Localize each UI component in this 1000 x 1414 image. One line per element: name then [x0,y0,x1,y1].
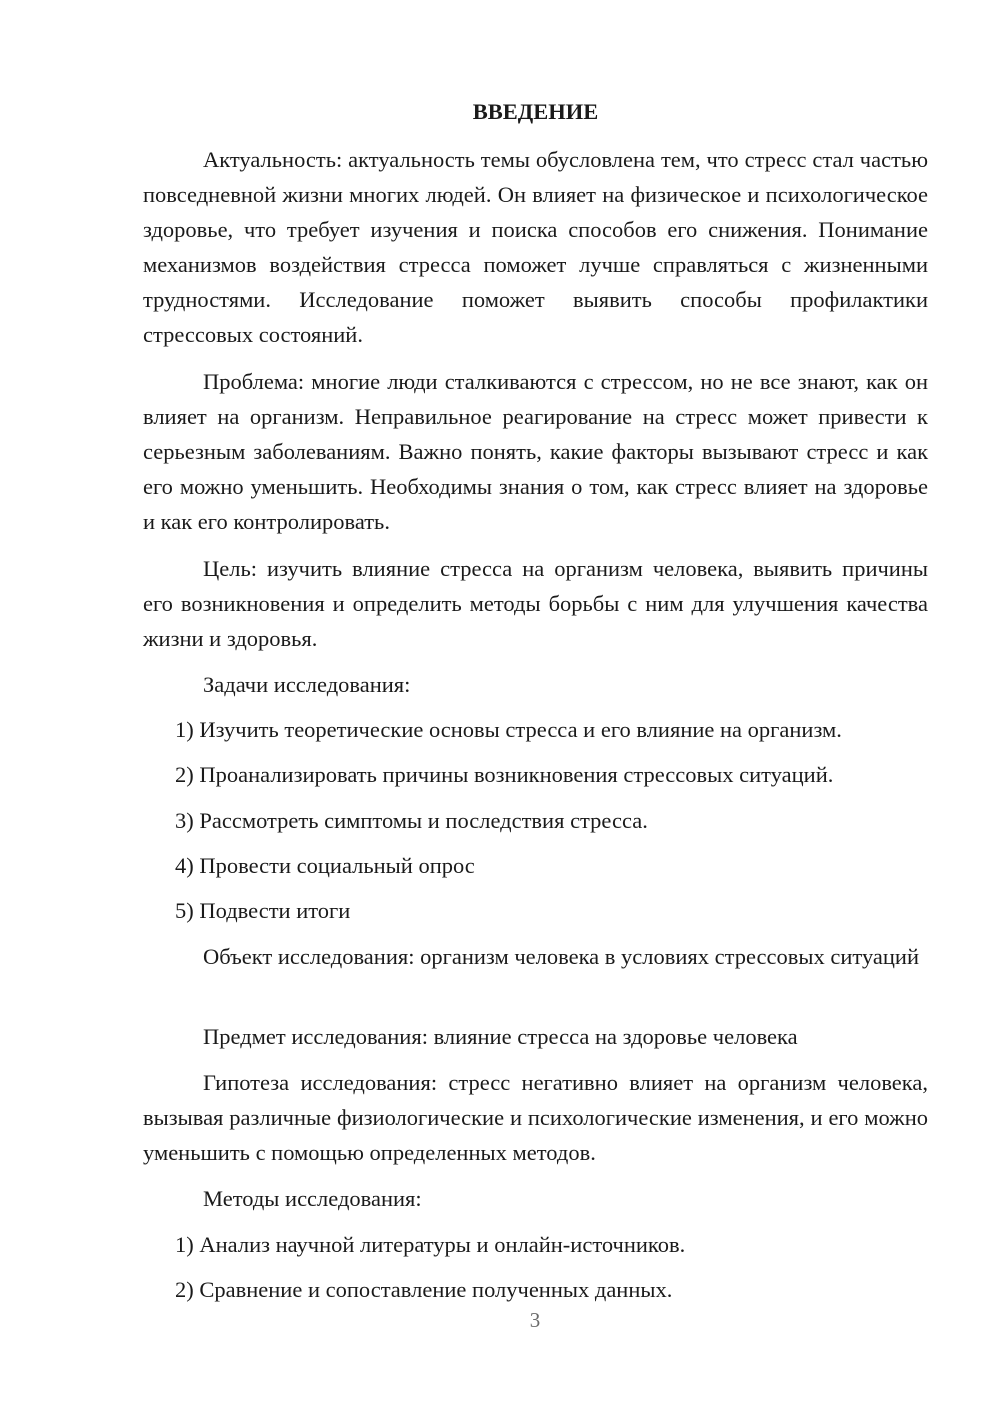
method-item-1-block [143,1227,928,1262]
page-number: 3 [529,1308,541,1332]
problem-paragraph: Проблема: многие люди сталкиваются с стрессом, но не все знают, как он влияет на организм. Неправильное реагирование на стресс может привести к серьезным заболеваниям. Важно понять, какие факторы вызывают стресс и как его можно уменьшить. Необходимы знания о том, как стресс влияет на здоровье и как его контролировать. [143,369,928,534]
task-item-2: 2) Проанализировать причины возникновения стрессовых ситуаций. [175,762,834,787]
task-item-5: 5) Подвести итоги [175,898,351,923]
hypothesis-paragraph: Гипотеза исследования: стресс негативно влияет на организм человека, вызывая различные физиологические и психологические изменения, и его можно уменьшить с помощью определенных методов. [143,1070,928,1165]
relevance-paragraph: Актуальность: актуальность темы обусловлена тем, что стресс стал частью повседневной жизни многих людей. Он влияет на физическое и психологическое здоровье, что требует изучения и поиска способов его снижения. Понимание механизмов воздействия стресса поможет лучше справляться с жизненными трудностями. Исследование поможет выявить способы профилактики стрессовых состояний. [143,147,928,347]
method-item-1: 1) Анализ научной литературы и онлайн-источников. [175,1232,686,1257]
task-item-4-block [143,848,928,883]
task-item-5-block [143,893,928,928]
relevance-paragraph-block [143,142,928,352]
hypothesis-paragraph-block [143,1065,928,1170]
task-item-2-block [143,757,928,792]
subject-paragraph-block [143,1019,928,1054]
object-paragraph-block [143,939,928,974]
task-item-3-block [143,803,928,838]
goal-paragraph-block [143,551,928,656]
tasks-heading-block [143,667,928,702]
method-item-2-block [143,1272,928,1307]
method-item-2: 2) Сравнение и сопоставление полученных данных. [175,1277,673,1302]
subject-paragraph: Предмет исследования: влияние стресса на здоровье человека [203,1024,798,1049]
methods-heading-block [143,1181,928,1216]
object-paragraph: Объект исследования: организм человека в условиях стрессовых ситуаций [203,944,920,969]
page-title: ВВЕДЕНИЕ [472,99,599,124]
task-item-3: 3) Рассмотреть симптомы и последствия стресса. [175,808,648,833]
goal-paragraph: Цель: изучить влияние стресса на организм человека, выявить причины его возникновения и определить методы борьбы с ним для улучшения качества жизни и здоровья. [143,556,928,651]
task-item-4: 4) Провести социальный опрос [175,853,475,878]
problem-paragraph-block [143,364,928,539]
tasks-heading: Задачи исследования: [203,672,411,697]
methods-heading: Методы исследования: [203,1186,422,1211]
task-item-1: 1) Изучить теоретические основы стресса и его влияние на организм. [175,717,842,742]
task-item-1-block [143,712,928,747]
